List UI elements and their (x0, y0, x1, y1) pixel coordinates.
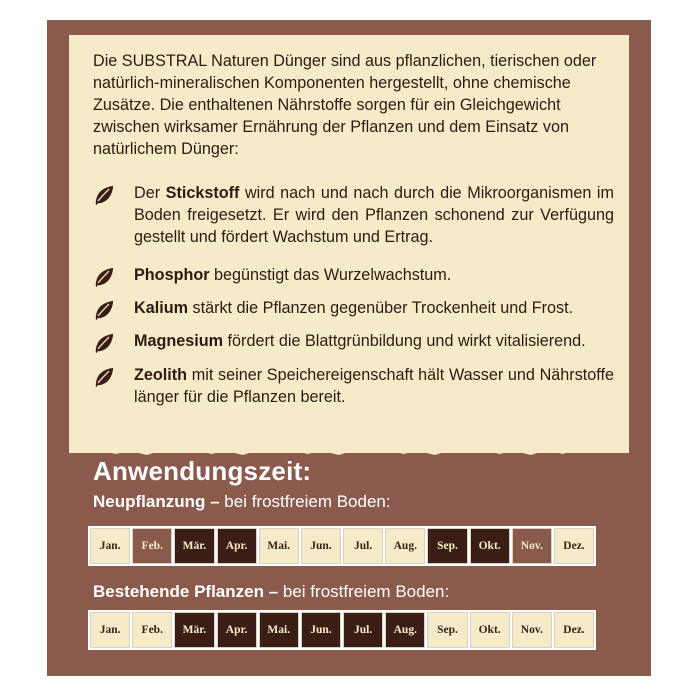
leaf-icon (93, 299, 115, 321)
month-cell: Dez. (554, 612, 594, 648)
nutrient-name: Zeolith (134, 366, 188, 384)
month-cell: Apr. (217, 528, 257, 564)
month-cell: Feb. (132, 612, 172, 648)
nutrient-name: Kalium (134, 299, 188, 317)
leaf-icon (93, 366, 115, 388)
intro-text: Die SUBSTRAL Naturen Dünger sind aus pflanzlichen, tierischen oder natürlich-mineralischen Komponenten hergestellt, ohne chemische Zusätze. Die enthaltenen Nährstoffe sorgen für ein Gleichgewicht zwischen wirksamer Ernährung der Pflanzen und dem Einsatz von natürlichem Dünger: (93, 52, 597, 158)
month-cell: Okt. (470, 612, 510, 648)
month-cell: Mai. (259, 528, 299, 564)
month-cell: Nov. (512, 612, 552, 648)
nutrient-text: Magnesium fördert die Blattgrünbildung und wirkt vitalisierend. (134, 332, 586, 350)
month-cell: Jul. (343, 612, 383, 648)
month-cell: Jan. (90, 528, 130, 564)
nutrient-text: Kalium stärkt die Pflanzen gegenüber Trockenheit und Frost. (134, 299, 574, 317)
application-time-heading: Anwendungszeit: (93, 456, 312, 486)
month-cell: Mär. (174, 612, 214, 648)
month-cell: Sep. (427, 528, 467, 564)
month-cell: Nov. (512, 528, 552, 564)
nutrient-text: Phosphor begünstigt das Wurzelwachstum. (134, 266, 452, 284)
section-label-existing-plants: Bestehende Pflanzen – bei frostfreiem Boden: (93, 582, 450, 601)
month-cell: Sep. (427, 612, 467, 648)
month-cell: Aug. (385, 612, 425, 648)
month-cell: Dez. (554, 528, 594, 564)
month-cell: Okt. (470, 528, 510, 564)
month-cell: Mai. (259, 612, 299, 648)
month-cell: Jan. (90, 612, 130, 648)
month-cell: Aug. (385, 528, 425, 564)
month-calendar-new-planting (88, 526, 596, 566)
leaf-icon (93, 266, 115, 288)
month-cell: Jun. (301, 612, 341, 648)
month-cell: Jun. (301, 528, 341, 564)
nutrient-name: Magnesium (134, 332, 224, 350)
month-cell: Feb. (132, 528, 172, 564)
nutrient-name: Phosphor (134, 266, 210, 284)
month-cell: Apr. (217, 612, 257, 648)
month-cell: Jul. (343, 528, 383, 564)
section-label-new-planting: Neupflanzung – bei frostfreiem Boden: (93, 492, 391, 511)
nutrient-text: Der Stickstoff wird nach und nach durch die Mikroorganismen im Boden freigesetzt. Er wird den Pflanzen schonend zur Verfügung gestellt und fördert Wachstum und Ertrag. (134, 184, 614, 246)
leaf-icon (93, 332, 115, 354)
nutrient-text: Zeolith mit seiner Speichereigenschaft hält Wasser und Nährstoffe länger für die Pflanzen bereit. (134, 366, 614, 406)
month-cell: Mär. (174, 528, 214, 564)
month-calendar-existing-plants (88, 610, 596, 650)
leaf-icon (93, 184, 115, 206)
nutrient-name: Stickstoff (165, 184, 240, 202)
